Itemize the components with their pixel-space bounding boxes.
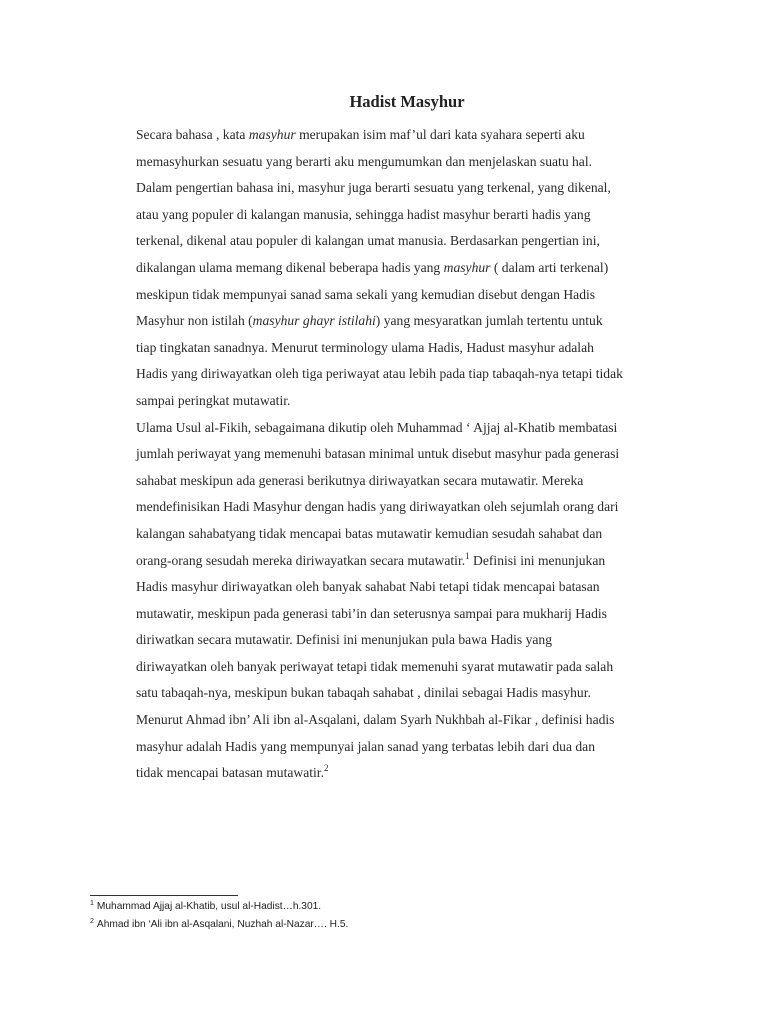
text-run: diriwatkan secara mutawatir. Definisi ini menunjukan pula bawa Hadis yang — [136, 632, 552, 648]
text-line — [136, 415, 684, 442]
text-line — [136, 388, 684, 415]
text-line — [136, 175, 684, 202]
text-line — [136, 574, 684, 601]
text-line — [136, 760, 684, 787]
text-run: sampai peringkat mutawatir. — [136, 392, 291, 408]
text-line — [136, 202, 684, 229]
text-line — [136, 734, 684, 761]
text-line — [136, 468, 684, 495]
text-run: meskipun tidak mempunyai sanad sama sekali yang kemudian disebut dengan Hadis — [136, 286, 596, 302]
text-line — [136, 282, 684, 309]
footnote-number: 2 — [90, 918, 94, 925]
footnote-number: 1 — [90, 900, 94, 907]
text-line — [136, 441, 684, 468]
footnote-text: Muhammad Ajjaj al-Khatib, usul al-Hadist…h.301. — [96, 901, 322, 912]
footnote-ref: 1 — [465, 550, 470, 561]
text-line — [136, 361, 684, 388]
text-line — [136, 707, 684, 734]
text-run: diriwayatkan oleh banyak periwayat tetapi tidak memenuhi syarat mutawatir pada salah — [136, 658, 614, 674]
text-run: Ulama Usul al-Fikih, sebagaimana dikutip oleh Muhammad ‘ Ajjaj al-Khatib membatasi — [136, 419, 618, 435]
footnotes — [90, 898, 348, 934]
text-run: Hadis masyhur diriwayatkan oleh banyak sahabat Nabi tetapi tidak mencapai batasan — [136, 579, 600, 595]
text-run: mendefinisikan Hadi Masyhur dengan hadis yang diriwayatkan oleh sejumlah orang dari — [136, 499, 619, 515]
italic-term: masyhur — [443, 259, 491, 275]
text-run: tidak mencapai batasan mutawatir. — [136, 765, 324, 781]
footnote-text: Ahmad ibn ‘Ali ibn al-Asqalani, Nuzhah al-Nazar…. H.5. — [96, 919, 349, 930]
text-run: Definisi ini menunjukan — [469, 552, 606, 568]
text-run: mutawatir, meskipun pada generasi tabi’in dan seterusnya sampai para mukharij Hadis — [136, 605, 607, 621]
footnote-separator — [90, 895, 238, 896]
text-line — [136, 308, 684, 335]
text-line — [136, 627, 684, 654]
text-line — [136, 601, 684, 628]
text-run: ) yang mesyaratkan jumlah tertentu untuk — [375, 313, 603, 329]
text-line — [136, 149, 684, 176]
text-line — [136, 548, 684, 575]
text-run: sahabat meskipun ada generasi berikutnya diriwayatkan secara mutawatir. Mereka — [136, 472, 584, 488]
text-run: ( dalam arti terkenal) — [490, 259, 609, 275]
text-run: memasyhurkan sesuatu yang berarti aku mengumumkan dan menjelaskan suatu hal. — [136, 153, 593, 169]
text-line — [136, 255, 684, 282]
text-run: Menurut Ahmad ibn’ Ali ibn al-Asqalani, dalam Syarh Nukhbah al-Fikar , definisi hadis — [136, 712, 615, 728]
text-line — [136, 494, 684, 521]
body-text — [136, 122, 684, 787]
text-run: terkenal, dikenal atau populer di kalangan umat manusia. Berdasarkan pengertian ini, — [136, 233, 600, 249]
text-line — [136, 521, 684, 548]
text-run: atau yang populer di kalangan manusia, sehingga hadist masyhur berarti hadis yang — [136, 206, 591, 222]
italic-term: masyhur ghayr istilahi — [252, 313, 376, 329]
footnote — [90, 916, 348, 934]
text-run: Dalam pengertian bahasa ini, masyhur juga berarti sesuatu yang terkenal, yang dikenal, — [136, 180, 611, 196]
text-line — [136, 680, 684, 707]
text-run: Secara bahasa , kata — [136, 127, 249, 142]
text-line — [136, 654, 684, 681]
text-line — [136, 122, 684, 149]
italic-term: masyhur — [248, 127, 296, 142]
text-line — [136, 228, 684, 255]
text-run: masyhur adalah Hadis yang mempunyai jalan sanad yang terbatas lebih dari dua dan — [136, 738, 596, 754]
text-line — [136, 335, 684, 362]
text-run: jumlah periwayat yang memenuhi batasan minimal untuk disebut masyhur pada generasi — [136, 446, 620, 462]
text-run: merupakan isim maf’ul dari kata syahara seperti aku — [295, 127, 585, 142]
document-title: Hadist Masyhur — [349, 92, 465, 111]
footnote — [90, 898, 348, 916]
text-run: Masyhur non istilah ( — [136, 313, 253, 329]
text-run: Hadis yang diriwayatkan oleh tiga periwayat atau lebih pada tiap tabaqah-nya tetapi tidak — [136, 366, 623, 382]
text-run: dikalangan ulama memang dikenal beberapa hadis yang — [136, 259, 444, 275]
text-run: kalangan sahabatyang tidak mencapai batas mutawatir kemudian sesudah sahabat dan — [136, 525, 603, 541]
text-run: satu tabaqah-nya, meskipun bukan tabaqah sahabat , dinilai sebagai Hadis masyhur. — [136, 685, 591, 701]
footnote-ref: 2 — [323, 763, 329, 774]
text-run: orang-orang sesudah mereka diriwayatkan secara mutawatir. — [136, 552, 466, 568]
text-run: tiap tingkatan sanadnya. Menurut terminology ulama Hadis, Hadust masyhur adalah — [136, 339, 594, 355]
